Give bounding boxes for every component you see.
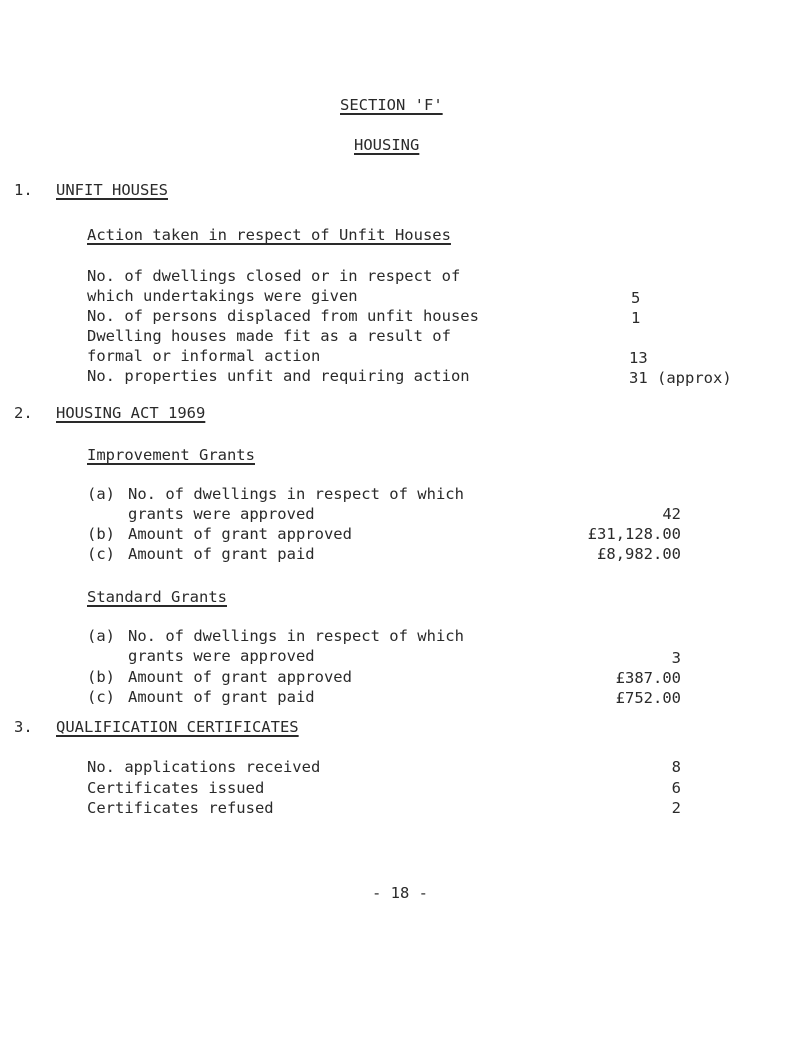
standard-b-value: £387.00 [615,669,681,687]
certificates-issued-value: 6 [671,779,681,797]
improvement-a-text: No. of dwellings in respect of which [128,485,464,503]
improvement-a-text-cont: grants were approved [128,505,315,523]
improvement-a-label: (a) [87,485,115,503]
unfit-value-displaced: 1 [631,309,641,327]
certificates-issued-text: Certificates issued [87,779,265,797]
unfit-line-4: Dwelling houses made fit as a result of [87,327,451,345]
improvement-c-label: (c) [87,545,115,563]
section-1-subheading: Action taken in respect of Unfit Houses [87,226,451,244]
standard-grants-heading: Standard Grants [87,588,227,606]
unfit-line-5: formal or informal action [87,347,321,365]
page-number: - 18 - [372,884,428,902]
page-title: HOUSING [354,136,420,154]
standard-c-text: Amount of grant paid [128,688,315,706]
unfit-value-undertakings: 5 [631,289,641,307]
improvement-c-value: £8,982.00 [597,545,681,563]
unfit-line-3: No. of persons displaced from unfit houses [87,307,479,325]
standard-a-value: 3 [671,649,681,667]
unfit-line-6: No. properties unfit and requiring action [87,367,470,385]
standard-a-text-cont: grants were approved [128,647,315,665]
improvement-c-text: Amount of grant paid [128,545,315,563]
standard-c-value: £752.00 [615,689,681,707]
standard-b-label: (b) [87,668,115,686]
improvement-b-value: £31,128.00 [587,525,681,543]
improvement-grants-heading: Improvement Grants [87,446,255,464]
improvement-b-text: Amount of grant approved [128,525,352,543]
standard-a-text: No. of dwellings in respect of which [128,627,464,645]
section-2-number: 2. [14,404,33,422]
unfit-value-made-fit: 13 [629,349,648,367]
standard-c-label: (c) [87,688,115,706]
section-1-heading: UNFIT HOUSES [56,181,168,199]
certificates-applications-text: No. applications received [87,758,321,776]
section-3-heading: QUALIFICATION CERTIFICATES [56,718,299,736]
section-heading: SECTION 'F' [340,96,443,114]
unfit-line-1: No. of dwellings closed or in respect of [87,267,461,285]
section-1-number: 1. [14,181,33,199]
unfit-line-2: which undertakings were given [87,287,358,305]
improvement-a-value: 42 [662,505,681,523]
certificates-refused-text: Certificates refused [87,799,274,817]
section-3-number: 3. [14,718,33,736]
improvement-b-label: (b) [87,525,115,543]
certificates-applications-value: 8 [671,758,681,776]
certificates-refused-value: 2 [671,799,681,817]
unfit-value-requiring-action: 31 (approx) [629,369,732,387]
section-2-heading: HOUSING ACT 1969 [56,404,206,422]
standard-b-text: Amount of grant approved [128,668,352,686]
standard-a-label: (a) [87,627,115,645]
